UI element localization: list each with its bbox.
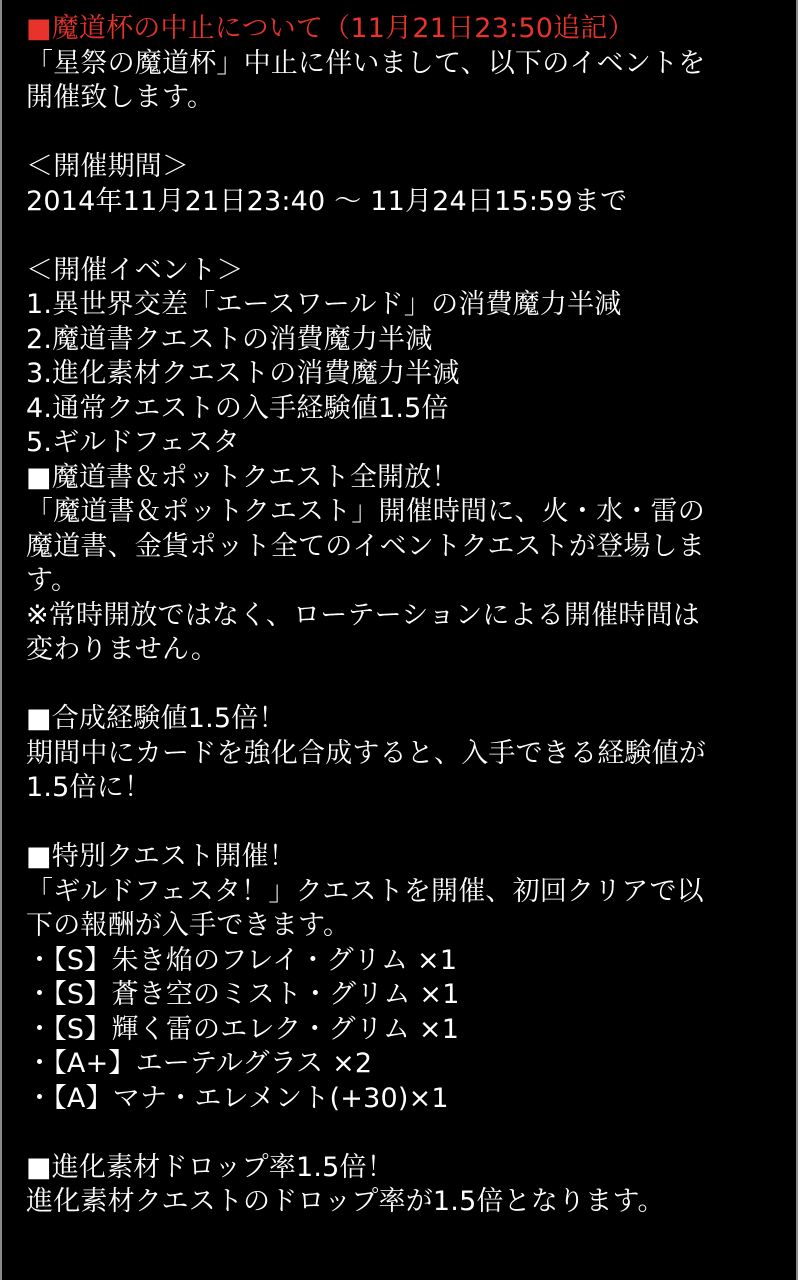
notice-line: 「ギルドフェスタ！」クエストを開催、初回クリアで以 bbox=[26, 875, 704, 907]
reward-item: ・【A+】エーテルグラス ×2 bbox=[26, 1048, 373, 1079]
notice-line: ※常時開放ではなく、ローテーションによる開催時間は bbox=[26, 599, 701, 631]
period-heading: ＜開催期間＞ bbox=[26, 151, 190, 182]
notice-line: 期間中にカードを強化合成すると、入手できる経験値が bbox=[26, 737, 706, 769]
reward-item: ・【S】朱き焔のフレイ・グリム ×1 bbox=[26, 944, 458, 976]
section-heading: ■合成経験値1.5倍！ bbox=[26, 703, 286, 734]
blank-line bbox=[26, 806, 786, 841]
notice-line: 「魔道書＆ポットクエスト」開催時間に、火・水・雷の bbox=[26, 496, 705, 527]
notice-line: 開催致します。 bbox=[26, 82, 215, 113]
reward-item: ・【A】マナ・エレメント(+30)×1 bbox=[26, 1082, 449, 1114]
event-item: 4.通常クエストの入手経験値1.5倍 bbox=[26, 392, 449, 424]
notice-heading: ■魔道杯の中止について（11月21日23:50追記） bbox=[26, 13, 635, 44]
event-item: 2.魔道書クエストの消費魔力半減 bbox=[26, 323, 433, 355]
event-item: 1.異世界交差「エースワールド」の消費魔力半減 bbox=[26, 289, 622, 320]
notice-line: 進化素材クエストのドロップ率が1.5倍となります。 bbox=[26, 1186, 665, 1217]
section-heading: ■進化素材ドロップ率1.5倍！ bbox=[26, 1151, 394, 1183]
section-heading: ■特別クエスト開催！ bbox=[26, 841, 296, 872]
reward-item: ・【S】輝く雷のエレク・グリム ×1 bbox=[26, 1013, 460, 1045]
blank-line bbox=[26, 668, 786, 703]
event-item: 5.ギルドフェスタ bbox=[26, 427, 241, 458]
blank-line bbox=[26, 1116, 786, 1151]
notice-line: 「星祭の魔道杯」中止に伴いまして、以下のイベントを bbox=[26, 47, 706, 79]
section-heading: ■魔道書＆ポットクエスト全開放！ bbox=[26, 461, 459, 493]
reward-item: ・【S】蒼き空のミスト・グリム ×1 bbox=[26, 979, 460, 1010]
event-item: 3.進化素材クエストの消費魔力半減 bbox=[26, 358, 460, 389]
notice-line: 下の報酬が入手できます。 bbox=[26, 910, 351, 941]
notice-line: 変わりません。 bbox=[26, 634, 219, 665]
notice-line: 魔道書、金貨ポット全てのイベントクエストが登場しま bbox=[26, 530, 705, 562]
blank-line bbox=[26, 116, 786, 151]
notice-line: す。 bbox=[26, 565, 79, 596]
events-heading: ＜開催イベント＞ bbox=[26, 254, 244, 286]
period-dates: 2014年11月21日23:40 〜 11月24日15:59まで bbox=[26, 185, 628, 217]
blank-line bbox=[26, 219, 786, 254]
notice-text bbox=[26, 12, 786, 1220]
notice-line: 1.5倍に！ bbox=[26, 772, 152, 803]
